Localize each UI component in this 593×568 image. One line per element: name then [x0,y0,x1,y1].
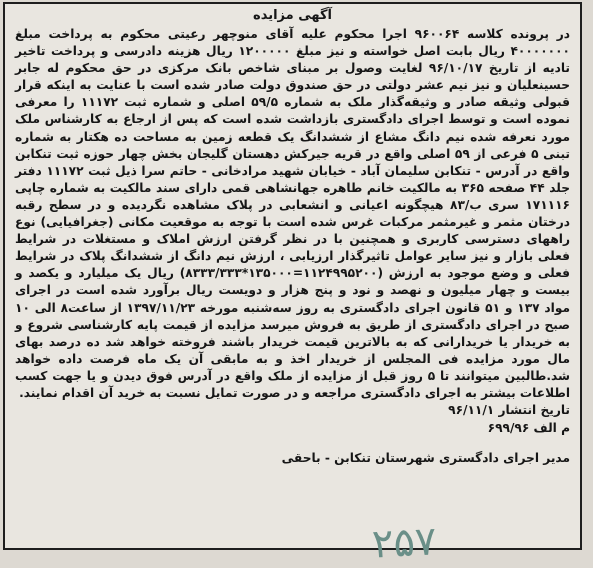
notice-title: آگهی مزایده [253,8,332,23]
notice-footer [15,402,570,437]
publish-date: تاریخ انتشار ۹۶/۱۱/۱ [448,403,570,418]
auction-notice [3,2,582,550]
signature-line: مدیر اجرای دادگستری شهرستان تنکابن - باحقی [281,451,570,466]
notice-body: در پرونده کلاسه ۹۶۰۰۶۴ اجرا محکوم علیه آقای منوچهر رعیتی محکوم به پرداخت مبلغ ۴۰۰۰۰۰۰۰ ریال بابت اصل خواسته و نیز مبلغ ۱۲۰۰۰۰۰ ریال هزینه دادرسی و پرداخت تاخیر تادیه از تاریخ ۹۶/۱۰/۱۷ لغایت وصول بر مبنای شاخص بانک مرکزی در حق محکوم له جابر حسینعلیان و نیز نیم عشر دولتی در حق صندوق دولت صادر شده است با عنایت به اینکه قرار قبولی وثیقه صادر و وثیقه‌گذار ملک به شماره ۵۹/۵ اصلی و شماره ثبت ۱۱۱۷۲ را معرفی نموده است و توسط اجرای دادگستری بازداشت شده است که پس از ارجاع به کارشناس ملک مورد نعرفه شده نیم دانگ مشاع از ششدانگ یک قطعه زمین به مساحت ده هکتار به شماره تبنی ۵ فرعی از ۵۹ اصلی واقع در قریه جیرکش دهستان گلیجان بخش چهار حوزه ثبت تنکابن واقع در آدرس - تنکابن سلیمان آباد - خیابان شهید مرادخانی - حاتم سرا ذیل ثبت ۱۱۱۷۲ دفتر جلد ۴۴ صفحه ۳۶۵ به مالکیت خانم طاهره جهانشاهی قمی دارای سند مالکیت به شماره چاپی ۱۷۱۱۱۶ سری ب/۸۳ هیچگونه اعیانی و انشعابی در پلاک مشاهده نگردیده و در سطح رقبه درختان مثمر و غیرمثمر مرکبات غرس شده است با توجه به موقعیت مکانی (جغرافیایی) نوع راههای دسترسی کاربری و همچنین با در نظر گرفتن ارزش املاک و مستغلات در شرایط فعلی بازار و نیز سایر عوامل تاثیرگذار ارزیابی ، ارزش نیم دانگ از ششدانگ پلاک در شرایط فعلی و وضع موجود به ارزش (۱۱۲۴۹۹۵۲۰۰=۱۳۵۰۰۰*۸۳۳۳/۳۳۳) ریال یک میلیارد و یکصد و بیست و چهار میلیون و نهصد و نود و پنج هزار و دویست ریال برآورد شده است در اجرای مواد ۱۳۷ و ۵۱ قانون اجرای دادگستری به روز سه‌شنبه مورخه ۱۳۹۷/۱۱/۲۳ از ساعت۸ الی ۱۰ صبح در اجرای دادگستری از طریق به فروش میرسد مزایده از قیمت پایه کارشناسی شروع و به خریدار یا خریدارانی که به بالاترین قیمت خریدار باشند فروخته خواهد شد ده درصد بهای مال مورد مزایده فی المجلس از خریدار اخذ و به مابقی آن یک ماه فرصت داده خواهد شد.طالبین میتوانند تا ۵ روز قبل از مزایده از ملک واقع در آدرس فوق دیدن و یا جهت کسب اطلاعات بیشتر به اجرای دادگستری مراجعه و در صورت تمایل نسبت به خرید آن اقدام نمایند. [15,27,571,400]
reference-number: م الف ۶۹۹/۹۶ [487,420,570,435]
handwritten-mark: ۲۵۷ [370,518,438,568]
